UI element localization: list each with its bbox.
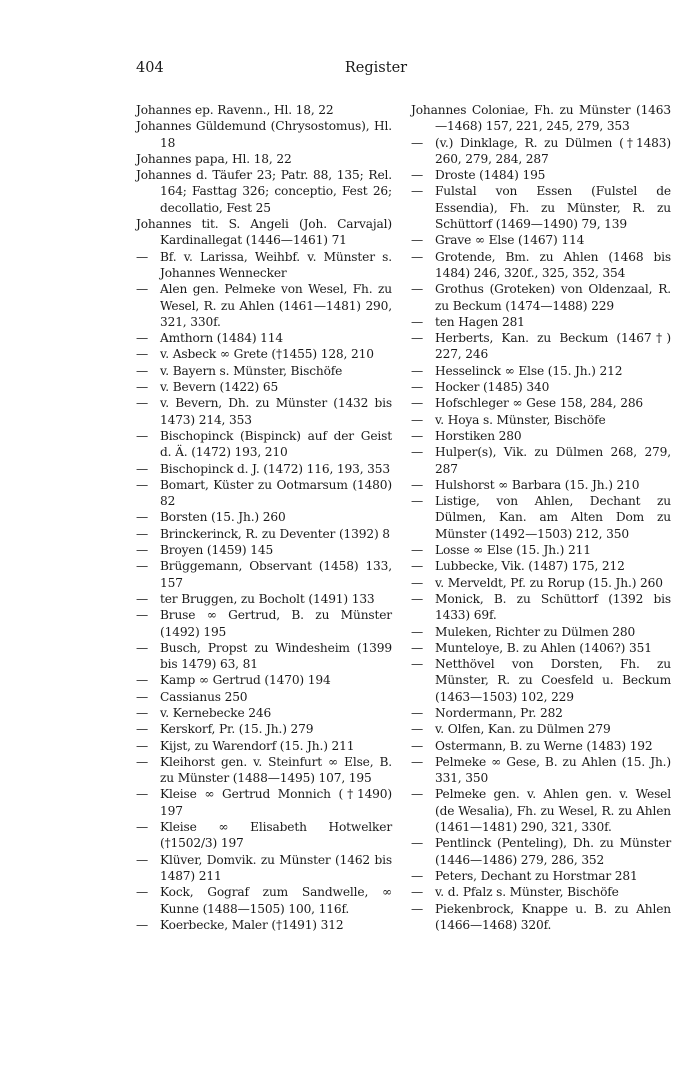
- index-subentry: [411, 835, 671, 868]
- subentry-dash: —: [136, 428, 149, 443]
- index-subentry: [411, 135, 671, 168]
- index-subentry: [411, 412, 671, 428]
- index-subentry: [411, 738, 671, 754]
- entry-text: Netthövel von Dorsten, Fh. zu Münster, R. zu Coesfeld u. Beckum (1463—1503) 102, 229: [435, 657, 671, 704]
- index-subentry: [411, 493, 671, 542]
- subentry-dash: —: [411, 233, 424, 248]
- subentry-dash: —: [136, 543, 149, 558]
- index-subentry: [136, 526, 392, 542]
- entry-text: Hofschleger ∞ Gese 158, 284, 286: [435, 396, 644, 411]
- index-subentry: [136, 738, 392, 754]
- entry-text: Bischopinck (Bispinck) auf der Geist d. Ä. (1472) 193, 210: [160, 428, 392, 460]
- entry-text: v. Kernebecke 246: [160, 705, 272, 720]
- entry-text: Johannes ep. Ravenn., Hl. 18, 22: [136, 103, 334, 117]
- subentry-dash: —: [136, 510, 149, 525]
- entry-text: Hocker (1485) 340: [435, 380, 550, 395]
- subentry-dash: —: [411, 428, 424, 443]
- page-number: 404: [136, 60, 164, 76]
- index-subentry: [411, 363, 671, 379]
- entry-text: v. d. Pfalz s. Münster, Bischöfe: [435, 885, 619, 900]
- index-subentry: [136, 591, 392, 607]
- entry-text: Pentlinck (Penteling), Dh. zu Münster (1446—1486) 279, 286, 352: [435, 836, 671, 867]
- index-subentry: [411, 281, 671, 314]
- index-subentry: [411, 640, 671, 656]
- entry-text: Kleihorst gen. v. Steinfurt ∞ Else, B. zu Münster (1488—1495) 107, 195: [160, 754, 392, 786]
- entry-text: Bischopinck d. J. (1472) 116, 193, 353: [160, 461, 390, 476]
- subentry-dash: —: [136, 722, 149, 737]
- entry-text: Johannes Coloniae, Fh. zu Münster (1463—1468) 157, 221, 245, 279, 353: [411, 103, 671, 134]
- subentry-dash: —: [411, 282, 424, 297]
- index-subentry: [411, 183, 671, 232]
- entry-text: Muleken, Richter zu Dülmen 280: [435, 624, 636, 639]
- index-subentry: [136, 363, 392, 379]
- running-title: Register: [344, 60, 408, 76]
- entry-text: Grave ∞ Else (1467) 114: [435, 233, 585, 248]
- index-entry: [136, 167, 392, 216]
- subentry-dash: —: [411, 640, 424, 655]
- entry-text: Brüggemann, Observant (1458) 133, 157: [160, 559, 392, 590]
- index-subentry: [136, 917, 392, 933]
- subentry-dash: —: [136, 591, 149, 606]
- entry-text: Ostermann, B. zu Werne (1483) 192: [435, 738, 653, 753]
- index-subentry: [411, 444, 671, 477]
- entry-text: Klüver, Domvik. zu Münster (1462 bis 1487) 211: [160, 852, 392, 883]
- subentry-dash: —: [136, 917, 149, 932]
- entry-text: Pelmeke ∞ Gese, B. zu Ahlen (15. Jh.) 331, 350: [435, 754, 671, 786]
- subentry-dash: —: [136, 640, 149, 655]
- subentry-dash: —: [136, 559, 149, 574]
- subentry-dash: —: [136, 347, 149, 362]
- index-subentry: [136, 281, 392, 330]
- subentry-dash: —: [411, 314, 424, 329]
- entry-text: v. Merveldt, Pf. zu Rorup (15. Jh.) 260: [435, 575, 663, 590]
- index-subentry: [411, 558, 671, 574]
- entry-text: Hulshorst ∞ Barbara (15. Jh.) 210: [435, 477, 640, 492]
- entry-text: v. Bevern, Dh. zu Münster (1432 bis 1473) 214, 353: [160, 396, 392, 427]
- index-subentry: [411, 754, 671, 787]
- entry-text: Bomart, Küster zu Ootmarsum (1480) 82: [160, 477, 392, 509]
- subentry-dash: —: [136, 363, 149, 378]
- index-subentry: [411, 232, 671, 248]
- entry-text: Fulstal von Essen (Fulstel de Essendia), Fh. zu Münster, R. zu Schüttorf (1469—1490) 79, 139: [435, 184, 671, 232]
- index-entry: [136, 216, 392, 249]
- subentry-dash: —: [136, 705, 149, 720]
- entry-text: Listige, von Ahlen, Dechant zu Dülmen, Kan. am Alten Dom zu Münster (1492—1503) 212, 350: [435, 494, 671, 541]
- subentry-dash: —: [136, 477, 149, 492]
- entry-text: Johannes tit. S. Angeli (Joh. Carvajal) Kardinallegat (1446—1461) 71: [136, 217, 392, 248]
- entry-text: Losse ∞ Else (15. Jh.) 211: [435, 543, 591, 558]
- subentry-dash: —: [136, 526, 149, 541]
- index-subentry: [136, 249, 392, 282]
- subentry-dash: —: [411, 722, 424, 737]
- entry-text: Brinckerinck, R. zu Deventer (1392) 8: [160, 526, 390, 541]
- entry-text: Kijst, zu Warendorf (15. Jh.) 211: [160, 738, 355, 753]
- index-subentry: [136, 721, 392, 737]
- index-entry: [136, 151, 392, 167]
- index-entry: [411, 102, 671, 135]
- index-subentry: [411, 901, 671, 934]
- index-subentry: [136, 884, 392, 917]
- entry-text: ten Hagen 281: [435, 314, 525, 329]
- subentry-dash: —: [136, 282, 149, 297]
- subentry-dash: —: [411, 754, 424, 769]
- entry-text: Borsten (15. Jh.) 260: [160, 510, 286, 525]
- index-subentry: [136, 852, 392, 885]
- entry-text: Hulper(s), Vik. zu Dülmen 268, 279, 287: [435, 445, 671, 476]
- subentry-dash: —: [411, 168, 424, 183]
- subentry-dash: —: [136, 787, 149, 802]
- entry-text: Grotende, Bm. zu Ahlen (1468 bis 1484) 246, 320f., 325, 352, 354: [435, 249, 671, 280]
- entry-text: Kerskorf, Pr. (15. Jh.) 279: [160, 722, 314, 737]
- index-subentry: [136, 461, 392, 477]
- index-subentry: [136, 558, 392, 591]
- entry-text: Horstiken 280: [435, 428, 522, 443]
- subentry-dash: —: [411, 445, 424, 460]
- index-subentry: [136, 640, 392, 673]
- index-subentry: [411, 477, 671, 493]
- entry-text: Hesselinck ∞ Else (15. Jh.) 212: [435, 363, 623, 378]
- subentry-dash: —: [411, 787, 424, 802]
- subentry-dash: —: [136, 380, 149, 395]
- subentry-dash: —: [411, 184, 424, 199]
- subentry-dash: —: [411, 543, 424, 558]
- subentry-dash: —: [411, 575, 424, 590]
- index-subentry: [411, 428, 671, 444]
- entry-text: Busch, Propst zu Windesheim (1399 bis 1479) 63, 81: [160, 640, 392, 672]
- entry-text: Broyen (1459) 145: [160, 543, 274, 558]
- entry-text: Grothus (Groteken) von Oldenzaal, R. zu Beckum (1474—1488) 229: [435, 282, 671, 313]
- index-subentry: [411, 249, 671, 282]
- entry-text: Nordermann, Pr. 282: [435, 705, 563, 720]
- index-subentry: [411, 786, 671, 835]
- index-column-left: [136, 102, 392, 933]
- subentry-dash: —: [136, 852, 149, 867]
- entry-text: Johannes Güldemund (Chrysostomus), Hl. 18: [136, 119, 392, 150]
- index-subentry: [136, 379, 392, 395]
- subentry-dash: —: [136, 689, 149, 704]
- subentry-dash: —: [136, 461, 149, 476]
- entry-text: v. Asbeck ∞ Grete (†1455) 128, 210: [160, 347, 374, 362]
- entry-text: Johannes d. Täufer 23; Patr. 88, 135; Rel. 164; Fasttag 326; conceptio, Fest 26; decollatio, Fest 25: [136, 168, 392, 215]
- entry-text: Monick, B. zu Schüttorf (1392 bis 1433) 69f.: [435, 591, 671, 623]
- index-subentry: [136, 672, 392, 688]
- subentry-dash: —: [411, 591, 424, 606]
- subentry-dash: —: [136, 738, 149, 753]
- entry-text: Peters, Dechant zu Horstmar 281: [435, 868, 638, 883]
- index-subentry: [411, 868, 671, 884]
- entry-text: Kleise ∞ Gertrud Monnich (†1490) 197: [160, 787, 392, 818]
- index-column-right: [411, 102, 671, 933]
- subentry-dash: —: [411, 836, 424, 851]
- index-subentry: [411, 721, 671, 737]
- index-subentry: [136, 786, 392, 819]
- index-subentry: [411, 575, 671, 591]
- entry-text: v. Hoya s. Münster, Bischöfe: [435, 412, 606, 427]
- index-subentry: [136, 477, 392, 510]
- entry-text: Kock, Gograf zum Sandwelle, ∞ Kunne (1488—1505) 100, 116f.: [160, 885, 392, 916]
- index-subentry: [136, 819, 392, 852]
- index-subentry: [411, 542, 671, 558]
- entry-text: Bf. v. Larissa, Weihbf. v. Münster s. Johannes Wennecker: [160, 249, 392, 280]
- subentry-dash: —: [136, 673, 149, 688]
- subentry-dash: —: [411, 624, 424, 639]
- entry-text: (v.) Dinklage, R. zu Dülmen (†1483) 260, 279, 284, 287: [435, 135, 671, 166]
- index-entry: [136, 102, 392, 118]
- entry-text: Kamp ∞ Gertrud (1470) 194: [160, 673, 331, 688]
- index-subentry: [136, 689, 392, 705]
- subentry-dash: —: [136, 396, 149, 411]
- index-entry: [136, 118, 392, 151]
- subentry-dash: —: [411, 412, 424, 427]
- index-subentry: [411, 314, 671, 330]
- subentry-dash: —: [411, 705, 424, 720]
- subentry-dash: —: [411, 135, 424, 150]
- subentry-dash: —: [411, 363, 424, 378]
- entry-text: Piekenbrock, Knappe u. B. zu Ahlen (1466—1468) 320f.: [435, 901, 671, 932]
- entry-text: v. Olfen, Kan. zu Dülmen 279: [435, 722, 611, 737]
- entry-text: Herberts, Kan. zu Beckum (1467†) 227, 246: [435, 331, 671, 362]
- entry-text: Bruse ∞ Gertrud, B. zu Münster (1492) 195: [160, 608, 392, 639]
- index-subentry: [411, 591, 671, 624]
- entry-text: Cassianus 250: [160, 689, 248, 704]
- index-subentry: [411, 884, 671, 900]
- subentry-dash: —: [411, 868, 424, 883]
- index-subentry: [136, 754, 392, 787]
- index-subentry: [411, 656, 671, 705]
- index-subentry: [136, 607, 392, 640]
- subentry-dash: —: [136, 754, 149, 769]
- subentry-dash: —: [136, 885, 149, 900]
- entry-text: Alen gen. Pelmeke von Wesel, Fh. zu Wesel, R. zu Ahlen (1461—1481) 290, 321, 330f.: [160, 282, 392, 329]
- index-subentry: [411, 624, 671, 640]
- index-subentry: [411, 395, 671, 411]
- page-header: [136, 60, 676, 80]
- subentry-dash: —: [411, 396, 424, 411]
- entry-text: Johannes papa, Hl. 18, 22: [136, 151, 292, 166]
- subentry-dash: —: [411, 657, 424, 672]
- entry-text: Droste (1484) 195: [435, 168, 546, 183]
- entry-text: ter Bruggen, zu Bocholt (1491) 133: [160, 591, 375, 606]
- index-subentry: [136, 330, 392, 346]
- index-subentry: [136, 705, 392, 721]
- index-subentry: [136, 428, 392, 461]
- subentry-dash: —: [411, 249, 424, 264]
- subentry-dash: —: [136, 608, 149, 623]
- index-subentry: [411, 330, 671, 363]
- entry-text: Lubbecke, Vik. (1487) 175, 212: [435, 559, 625, 574]
- subentry-dash: —: [136, 249, 149, 264]
- subentry-dash: —: [411, 494, 424, 509]
- entry-text: v. Bayern s. Münster, Bischöfe: [160, 363, 343, 378]
- subentry-dash: —: [411, 477, 424, 492]
- subentry-dash: —: [411, 559, 424, 574]
- subentry-dash: —: [136, 331, 149, 346]
- entry-text: Munteloye, B. zu Ahlen (1406?) 351: [435, 640, 652, 655]
- index-subentry: [411, 167, 671, 183]
- index-subentry: [136, 542, 392, 558]
- subentry-dash: —: [411, 885, 424, 900]
- index-subentry: [136, 509, 392, 525]
- index-subentry: [136, 395, 392, 428]
- subentry-dash: —: [411, 331, 424, 346]
- index-subentry: [136, 346, 392, 362]
- entry-text: Amthorn (1484) 114: [160, 331, 283, 346]
- index-subentry: [411, 379, 671, 395]
- subentry-dash: —: [136, 820, 149, 835]
- index-subentry: [411, 705, 671, 721]
- entry-text: Kleise ∞ Elisabeth Hotwelker (†1502/3) 197: [160, 820, 392, 851]
- subentry-dash: —: [411, 738, 424, 753]
- entry-text: v. Bevern (1422) 65: [160, 380, 279, 395]
- entry-text: Koerbecke, Maler (†1491) 312: [160, 917, 344, 932]
- entry-text: Pelmeke gen. v. Ahlen gen. v. Wesel (de Wesalia), Fh. zu Wesel, R. zu Ahlen (1461—1481) 290, 321, 330f.: [435, 787, 671, 835]
- subentry-dash: —: [411, 901, 424, 916]
- subentry-dash: —: [411, 380, 424, 395]
